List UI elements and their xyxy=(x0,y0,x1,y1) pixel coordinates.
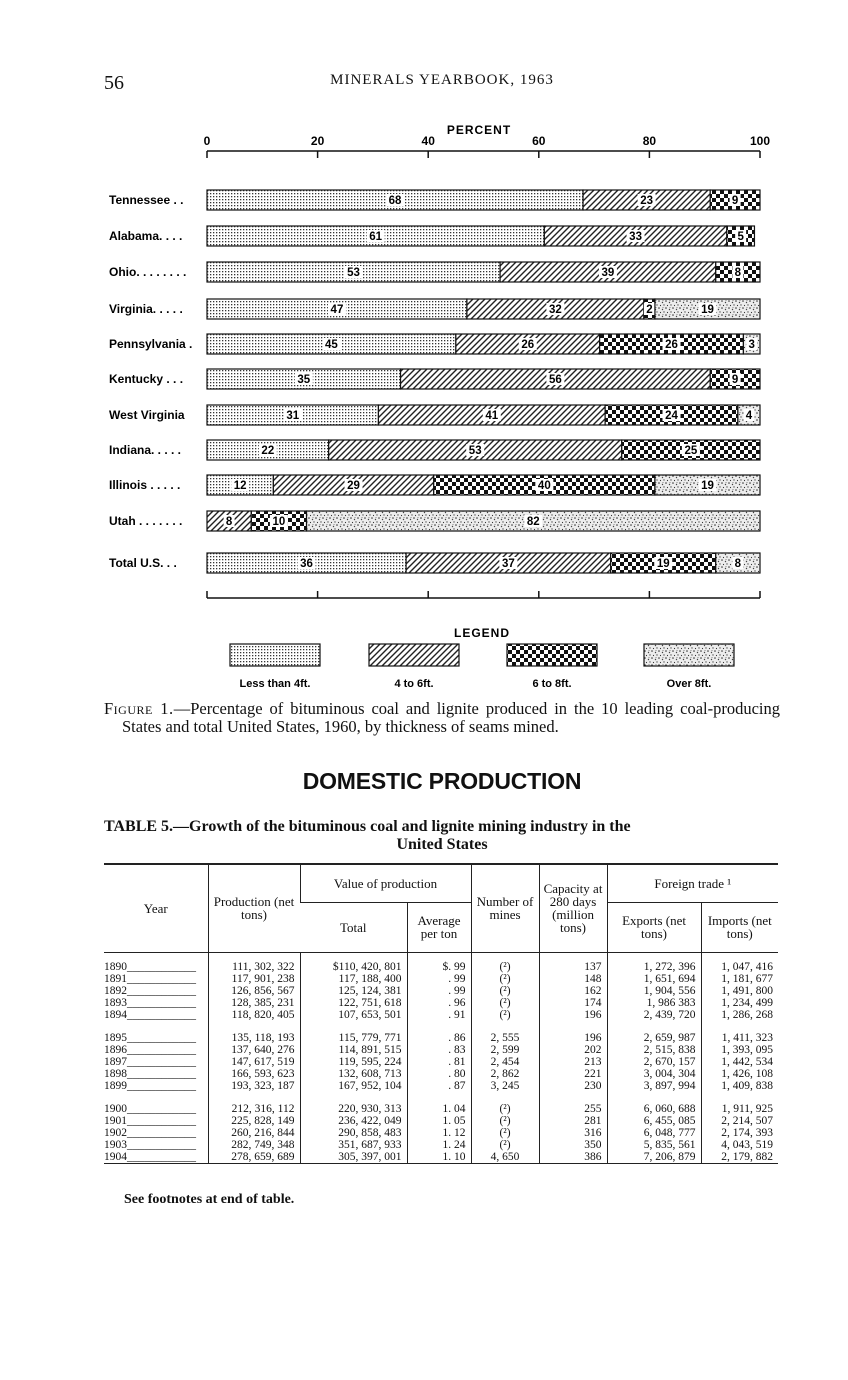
legend-swatch xyxy=(507,644,597,666)
data-label: 22 xyxy=(261,445,275,457)
cell-avg: 1. 12 xyxy=(407,1127,471,1139)
spacer-cell xyxy=(407,1092,471,1103)
data-label: 9 xyxy=(731,195,739,207)
cell-mines: (²) xyxy=(471,997,539,1009)
cell-imports: 1, 234, 499 xyxy=(701,997,778,1009)
x-tick-label: 20 xyxy=(310,134,325,148)
spacer-cell xyxy=(471,1092,539,1103)
cell-imports: 1, 426, 108 xyxy=(701,1068,778,1080)
state-label: Virginia. . . . . xyxy=(109,302,183,316)
legend-swatch xyxy=(369,644,459,666)
table-row xyxy=(104,1115,778,1127)
cell-production: 212, 316, 112 xyxy=(208,1103,300,1115)
spacer-cell xyxy=(407,1021,471,1032)
cell-mines: 2, 599 xyxy=(471,1044,539,1056)
state-label: Pennsylvania . xyxy=(109,337,193,351)
cell-production: 225, 828, 149 xyxy=(208,1115,300,1127)
data-label: 19 xyxy=(701,304,714,316)
table-row xyxy=(104,1151,778,1164)
data-label: 2 xyxy=(646,304,653,316)
cell-total: 119, 595, 224 xyxy=(300,1056,407,1068)
data-label: 29 xyxy=(347,480,360,492)
data-label: 53 xyxy=(347,267,360,279)
cell-avg: . 81 xyxy=(407,1056,471,1068)
data-label: 25 xyxy=(684,445,698,457)
cell-capacity: 196 xyxy=(539,1032,607,1044)
cell-total: 125, 124, 381 xyxy=(300,985,407,997)
state-label: West Virginia xyxy=(109,408,185,422)
data-label: 8 xyxy=(225,516,233,528)
figure-caption xyxy=(104,700,780,735)
cell-mines: 2, 862 xyxy=(471,1068,539,1080)
cell-mines: (²) xyxy=(471,973,539,985)
table-row xyxy=(104,997,778,1009)
axis-title: PERCENT xyxy=(446,123,512,137)
cell-imports: 1, 286, 268 xyxy=(701,1009,778,1021)
cell-avg: . 86 xyxy=(407,1032,471,1044)
data-label: 56 xyxy=(548,374,562,386)
table-row xyxy=(104,1032,778,1044)
running-title: MINERALS YEARBOOK, 1963 xyxy=(330,72,554,88)
table-row xyxy=(104,1044,778,1056)
col-average: Average per ton xyxy=(407,902,471,952)
cell-mines: (²) xyxy=(471,985,539,997)
data-label: 39 xyxy=(601,267,615,279)
cell-total: 122, 751, 618 xyxy=(300,997,407,1009)
cell-exports: 1, 651, 694 xyxy=(607,973,701,985)
cell-mines: (²) xyxy=(471,1103,539,1115)
spacer-cell xyxy=(471,1021,539,1032)
cell-mines: (²) xyxy=(471,952,539,973)
data-label: 35 xyxy=(297,374,311,386)
cell-production: 128, 385, 231 xyxy=(208,997,300,1009)
data-label: 12 xyxy=(233,480,247,492)
seam-thickness-chart xyxy=(0,118,848,696)
section-heading: DOMESTIC PRODUCTION xyxy=(302,768,582,794)
cell-capacity: 202 xyxy=(539,1044,607,1056)
data-label: 33 xyxy=(629,231,642,243)
growth-table xyxy=(104,863,778,1164)
cell-capacity: 196 xyxy=(539,1009,607,1021)
data-label: 3 xyxy=(748,339,755,351)
data-label: 40 xyxy=(537,480,551,492)
data-label: 23 xyxy=(640,195,654,207)
cell-exports: 2, 659, 987 xyxy=(607,1032,701,1044)
cell-avg: . 99 xyxy=(407,985,471,997)
col-exports: Exports (net tons) xyxy=(607,902,701,952)
data-label: 47 xyxy=(330,304,344,316)
spacer-cell xyxy=(539,1092,607,1103)
spacer-cell xyxy=(701,1021,778,1032)
state-label: Alabama. . . . xyxy=(109,229,183,243)
table-row-spacer xyxy=(104,1092,778,1103)
cell-total: 220, 930, 313 xyxy=(300,1103,407,1115)
legend-swatch xyxy=(230,644,320,666)
table-row xyxy=(104,1056,778,1068)
spacer-cell xyxy=(701,1092,778,1103)
table-title-line2: United States xyxy=(396,836,488,853)
cell-imports: 1, 911, 925 xyxy=(701,1103,778,1115)
table-row xyxy=(104,1009,778,1021)
cell-avg: 1. 05 xyxy=(407,1115,471,1127)
caption-label: Figure 1. xyxy=(104,699,174,718)
cell-imports: 1, 047, 416 xyxy=(701,952,778,973)
state-label: Illinois . . . . . xyxy=(109,478,181,492)
cell-year: 1895____________ xyxy=(104,1031,196,1044)
cell-imports: 2, 179, 882 xyxy=(701,1151,778,1164)
cell-production: 260, 216, 844 xyxy=(208,1127,300,1139)
data-label: 45 xyxy=(325,339,338,351)
cell-capacity: 221 xyxy=(539,1068,607,1080)
cell-year: 1894____________ xyxy=(104,1008,196,1021)
cell-production: 166, 593, 623 xyxy=(208,1068,300,1080)
cell-year: 1901____________ xyxy=(104,1114,196,1127)
x-tick-label: 60 xyxy=(532,134,546,148)
cell-exports: 6, 048, 777 xyxy=(607,1127,701,1139)
col-capacity: Capacity at 280 days (million tons) xyxy=(539,864,607,952)
cell-exports: 6, 060, 688 xyxy=(607,1103,701,1115)
state-label: Utah . . . . . . . xyxy=(109,514,183,528)
x-tick-label: 100 xyxy=(749,134,771,148)
cell-mines: 3, 245 xyxy=(471,1080,539,1092)
cell-imports: 1, 491, 800 xyxy=(701,985,778,997)
cell-capacity: 316 xyxy=(539,1127,607,1139)
data-label: 26 xyxy=(665,339,678,351)
cell-total: 117, 188, 400 xyxy=(300,973,407,985)
table-row xyxy=(104,1068,778,1080)
state-label: Total U.S. . . xyxy=(109,556,177,570)
cell-exports: 1, 986 383 xyxy=(607,997,701,1009)
cell-year: 1904____________ xyxy=(104,1150,196,1163)
cell-avg: . 87 xyxy=(407,1080,471,1092)
cell-total: 115, 779, 771 xyxy=(300,1032,407,1044)
col-year: Year xyxy=(143,900,168,916)
data-label: 4 xyxy=(745,410,753,422)
x-tick-label: 0 xyxy=(203,134,211,148)
cell-year: 1898____________ xyxy=(104,1067,196,1080)
table-row xyxy=(104,985,778,997)
legend-label: Less than 4ft. xyxy=(239,678,311,690)
table-header xyxy=(104,864,778,952)
x-tick-label: 40 xyxy=(421,134,435,148)
cell-mines: (²) xyxy=(471,1115,539,1127)
cell-year: 1899____________ xyxy=(104,1079,196,1092)
cell-imports: 1, 442, 534 xyxy=(701,1056,778,1068)
cell-year: 1900____________ xyxy=(104,1102,196,1115)
bar-rows xyxy=(109,190,760,573)
legend-label: 6 to 8ft. xyxy=(532,678,572,690)
x-tick-label: 80 xyxy=(642,134,657,148)
cell-capacity: 148 xyxy=(539,973,607,985)
cell-production: 282, 749, 348 xyxy=(208,1139,300,1151)
data-label: 5 xyxy=(737,231,744,243)
data-label: 26 xyxy=(521,339,535,351)
cell-mines: (²) xyxy=(471,1009,539,1021)
cell-production: 118, 820, 405 xyxy=(208,1009,300,1021)
cell-year: 1897____________ xyxy=(104,1055,196,1068)
cell-exports: 1, 272, 396 xyxy=(607,952,701,973)
cell-year: 1902____________ xyxy=(104,1126,196,1139)
data-label: 10 xyxy=(272,516,286,528)
cell-total: 305, 397, 001 xyxy=(300,1151,407,1164)
cell-production: 111, 302, 322 xyxy=(208,952,300,973)
data-label: 82 xyxy=(526,516,540,528)
cell-exports: 3, 897, 994 xyxy=(607,1080,701,1092)
spacer-cell xyxy=(104,1092,208,1103)
table-row xyxy=(104,952,778,973)
data-label: 8 xyxy=(734,558,742,570)
cell-production: 135, 118, 193 xyxy=(208,1032,300,1044)
cell-avg: 1. 04 xyxy=(407,1103,471,1115)
cell-year: 1891____________ xyxy=(104,972,196,985)
cell-imports: 2, 214, 507 xyxy=(701,1115,778,1127)
data-label: 8 xyxy=(734,267,742,279)
col-total: Total xyxy=(300,902,407,952)
cell-mines: (²) xyxy=(471,1127,539,1139)
cell-imports: 4, 043, 519 xyxy=(701,1139,778,1151)
cell-capacity: 350 xyxy=(539,1139,607,1151)
spacer-cell xyxy=(607,1021,701,1032)
cell-exports: 7, 206, 879 xyxy=(607,1151,701,1164)
cell-exports: 2, 515, 838 xyxy=(607,1044,701,1056)
col-group-trade: Foreign trade ¹ xyxy=(607,864,778,902)
cell-year: 1896____________ xyxy=(104,1043,196,1056)
cell-production: 278, 659, 689 xyxy=(208,1151,300,1164)
cell-avg: $. 99 xyxy=(407,952,471,973)
table-body xyxy=(104,952,778,1163)
cell-total: 236, 422, 049 xyxy=(300,1115,407,1127)
cell-capacity: 162 xyxy=(539,985,607,997)
cell-exports: 3, 004, 304 xyxy=(607,1068,701,1080)
spacer-cell xyxy=(104,1021,208,1032)
spacer-cell xyxy=(607,1092,701,1103)
spacer-cell xyxy=(300,1092,407,1103)
data-label: 53 xyxy=(468,445,482,457)
cell-avg: . 83 xyxy=(407,1044,471,1056)
cell-production: 117, 901, 238 xyxy=(208,973,300,985)
legend-label: Over 8ft. xyxy=(666,678,712,690)
cell-total: $110, 420, 801 xyxy=(300,952,407,973)
cell-imports: 1, 411, 323 xyxy=(701,1032,778,1044)
spacer-cell xyxy=(539,1021,607,1032)
cell-mines: (²) xyxy=(471,1139,539,1151)
table-footnote-note: See footnotes at end of table. xyxy=(124,1192,295,1207)
col-imports: Imports (net tons) xyxy=(701,902,778,952)
state-label: Kentucky . . . xyxy=(109,372,184,386)
cell-year: 1893____________ xyxy=(104,996,196,1009)
legend-title: LEGEND xyxy=(453,626,511,640)
cell-production: 147, 617, 519 xyxy=(208,1056,300,1068)
cell-capacity: 213 xyxy=(539,1056,607,1068)
table-row xyxy=(104,973,778,985)
cell-year: 1890____________ xyxy=(104,960,196,973)
cell-capacity: 174 xyxy=(539,997,607,1009)
data-label: 68 xyxy=(388,195,402,207)
spacer-cell xyxy=(208,1021,300,1032)
cell-capacity: 137 xyxy=(539,952,607,973)
cell-exports: 6, 455, 085 xyxy=(607,1115,701,1127)
spacer-cell xyxy=(208,1092,300,1103)
table-row xyxy=(104,1103,778,1115)
cell-exports: 2, 670, 157 xyxy=(607,1056,701,1068)
cell-avg: . 99 xyxy=(407,973,471,985)
col-group-value: Value of production xyxy=(300,864,471,902)
cell-avg: . 80 xyxy=(407,1068,471,1080)
cell-total: 290, 858, 483 xyxy=(300,1127,407,1139)
cell-total: 114, 891, 515 xyxy=(300,1044,407,1056)
data-label: 41 xyxy=(485,410,499,422)
legend-swatch xyxy=(644,644,734,666)
cell-mines: 2, 454 xyxy=(471,1056,539,1068)
state-label: Tennessee . . xyxy=(109,193,184,207)
cell-total: 107, 653, 501 xyxy=(300,1009,407,1021)
cell-capacity: 281 xyxy=(539,1115,607,1127)
cell-avg: 1. 10 xyxy=(407,1151,471,1164)
state-label: Indiana. . . . . xyxy=(109,443,182,457)
table-title-line1: TABLE 5.—Growth of the bituminous coal and lignite mining industry in the xyxy=(104,818,631,835)
cell-capacity: 255 xyxy=(539,1103,607,1115)
data-label: 32 xyxy=(548,304,562,316)
cell-imports: 1, 409, 838 xyxy=(701,1080,778,1092)
caption-text: —Percentage of bituminous coal and lignite produced in the 10 leading coal-producing States and total United States, 1960, by thickness of seams mined. xyxy=(122,699,780,736)
data-label: 31 xyxy=(286,410,300,422)
data-label: 9 xyxy=(731,374,739,386)
table-row xyxy=(104,1080,778,1092)
cell-avg: 1. 24 xyxy=(407,1139,471,1151)
cell-avg: . 91 xyxy=(407,1009,471,1021)
cell-imports: 1, 181, 677 xyxy=(701,973,778,985)
cell-total: 351, 687, 933 xyxy=(300,1139,407,1151)
cell-exports: 1, 904, 556 xyxy=(607,985,701,997)
cell-production: 126, 856, 567 xyxy=(208,985,300,997)
cell-total: 167, 952, 104 xyxy=(300,1080,407,1092)
cell-capacity: 386 xyxy=(539,1151,607,1164)
page-number: 56 xyxy=(104,72,124,94)
cell-exports: 5, 835, 561 xyxy=(607,1139,701,1151)
data-label: 19 xyxy=(656,558,670,570)
data-label: 19 xyxy=(701,480,714,492)
table-row-spacer xyxy=(104,1021,778,1032)
cell-total: 132, 608, 713 xyxy=(300,1068,407,1080)
col-production: Production (net tons) xyxy=(208,864,300,952)
legend xyxy=(230,644,734,690)
data-label: 24 xyxy=(665,410,678,422)
data-label: 36 xyxy=(300,558,313,570)
cell-mines: 4, 650 xyxy=(471,1151,539,1164)
cell-exports: 2, 439, 720 xyxy=(607,1009,701,1021)
bottom-axis xyxy=(207,591,760,598)
state-label: Ohio. . . . . . . . xyxy=(109,265,187,279)
data-label: 37 xyxy=(501,558,515,570)
cell-imports: 1, 393, 095 xyxy=(701,1044,778,1056)
cell-mines: 2, 555 xyxy=(471,1032,539,1044)
cell-production: 137, 640, 276 xyxy=(208,1044,300,1056)
cell-production: 193, 323, 187 xyxy=(208,1080,300,1092)
legend-label: 4 to 6ft. xyxy=(394,678,434,690)
table-title xyxy=(104,818,780,854)
cell-year: 1903____________ xyxy=(104,1138,196,1151)
cell-year: 1892____________ xyxy=(104,984,196,997)
col-mines: Number of mines xyxy=(471,864,539,952)
page-header xyxy=(104,72,780,94)
table-row xyxy=(104,1127,778,1139)
data-label: 61 xyxy=(369,231,383,243)
table-row xyxy=(104,1139,778,1151)
cell-imports: 2, 174, 393 xyxy=(701,1127,778,1139)
cell-avg: . 96 xyxy=(407,997,471,1009)
top-axis xyxy=(204,134,771,158)
cell-capacity: 230 xyxy=(539,1080,607,1092)
spacer-cell xyxy=(300,1021,407,1032)
